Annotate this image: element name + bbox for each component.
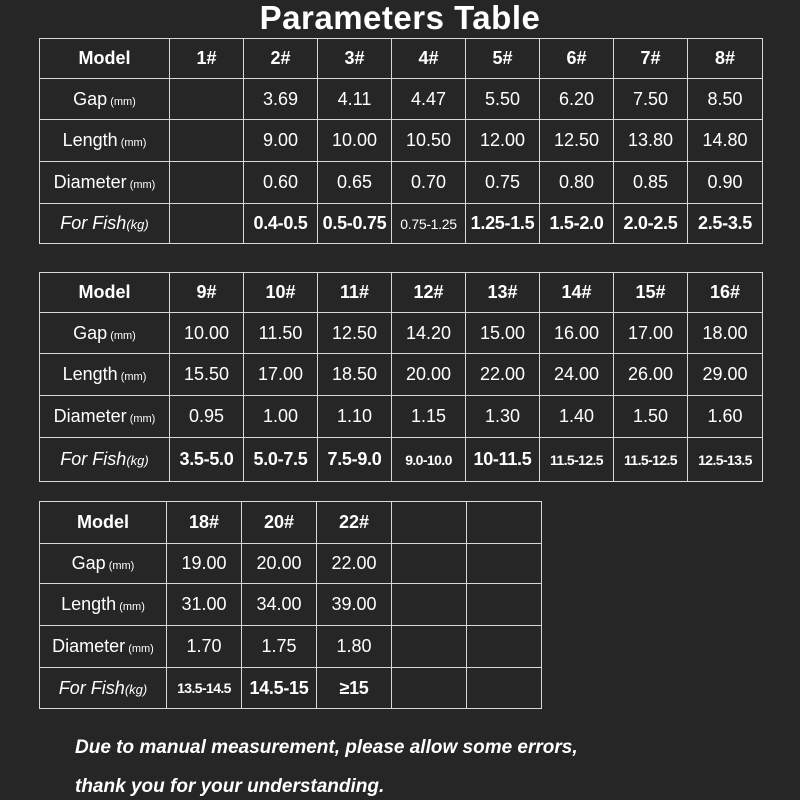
diameter-cell: 1.40	[540, 396, 614, 438]
for-fish-cell: 7.5-9.0	[318, 438, 392, 482]
length-header	[40, 120, 170, 162]
length-cell: 14.80	[688, 120, 763, 162]
diameter-cell: 1.60	[688, 396, 763, 438]
unit-kg: (kg)	[126, 217, 149, 232]
gap-row	[40, 544, 542, 584]
gap-cell: 4.11	[318, 79, 392, 120]
length-row	[40, 120, 763, 162]
page-title: Parameters Table	[259, 0, 541, 36]
length-cell: 31.00	[167, 584, 242, 626]
gap-cell-empty	[467, 544, 542, 584]
for-fish-row	[40, 204, 763, 244]
diameter-cell	[170, 162, 244, 204]
model-cell: 18#	[167, 502, 242, 544]
model-cell: 11#	[318, 273, 392, 313]
diameter-header	[40, 162, 170, 204]
diameter-cell: 0.80	[540, 162, 614, 204]
diameter-cell: 0.75	[466, 162, 540, 204]
unit-mm: (mm)	[110, 329, 136, 342]
for-fish-cell: 0.4-0.5	[244, 204, 318, 244]
unit-mm: (mm)	[128, 643, 154, 655]
gap-header	[40, 544, 167, 584]
for-fish-cell: ≥15	[317, 668, 392, 709]
length-label: Length	[62, 364, 118, 384]
model-cell: 7#	[614, 39, 688, 79]
diameter-row	[40, 162, 763, 204]
model-row	[40, 502, 542, 544]
gap-cell: 10.00	[170, 313, 244, 354]
for-fish-cell: 0.75-1.25	[392, 204, 466, 244]
for-fish-row	[40, 668, 542, 709]
gap-cell: 3.69	[244, 79, 318, 120]
for-fish-label: For Fish	[60, 213, 127, 233]
length-cell: 13.80	[614, 120, 688, 162]
note-line-2: thank you for your understanding.	[75, 776, 385, 797]
length-cell: 15.50	[170, 354, 244, 396]
model-cell: 10#	[244, 273, 318, 313]
gap-cell	[170, 79, 244, 120]
model-cell: 16#	[688, 273, 763, 313]
diameter-label: Diameter	[53, 406, 127, 426]
length-cell: 10.00	[318, 120, 392, 162]
diameter-cell: 1.50	[614, 396, 688, 438]
gap-label: Gap	[73, 322, 108, 343]
diameter-cell-empty	[392, 626, 467, 668]
for-fish-cell: 1.5-2.0	[540, 204, 614, 244]
gap-cell: 11.50	[244, 313, 318, 354]
model-cell: 6#	[540, 39, 614, 79]
model-header: Model	[40, 39, 170, 79]
for-fish-cell: 2.0-2.5	[614, 204, 688, 244]
gap-row	[40, 79, 763, 120]
diameter-cell: 1.70	[167, 626, 242, 668]
model-cell: 20#	[242, 502, 317, 544]
length-label: Length	[61, 594, 117, 614]
model-cell-empty	[392, 502, 467, 544]
model-row	[40, 273, 763, 313]
gap-header	[40, 313, 170, 354]
gap-cell: 14.20	[392, 313, 466, 354]
for-fish-cell: 11.5-12.5	[614, 438, 688, 482]
gap-cell: 15.00	[466, 313, 540, 354]
diameter-cell: 0.65	[318, 162, 392, 204]
model-header: Model	[40, 502, 167, 544]
diameter-header	[40, 396, 170, 438]
gap-cell: 12.50	[318, 313, 392, 354]
length-cell: 34.00	[242, 584, 317, 626]
diameter-cell: 1.15	[392, 396, 466, 438]
length-cell-empty	[467, 584, 542, 626]
model-cell: 4#	[392, 39, 466, 79]
length-cell: 17.00	[244, 354, 318, 396]
model-cell: 9#	[170, 273, 244, 313]
parameters-table-2	[39, 272, 763, 482]
for-fish-label: For Fish	[60, 449, 127, 469]
for-fish-cell: 0.5-0.75	[318, 204, 392, 244]
for-fish-cell: 11.5-12.5	[540, 438, 614, 482]
for-fish-header	[40, 668, 167, 709]
length-cell: 26.00	[614, 354, 688, 396]
parameters-table-1	[39, 38, 763, 244]
length-cell	[170, 120, 244, 162]
gap-cell: 18.00	[688, 313, 763, 354]
diameter-cell: 1.00	[244, 396, 318, 438]
for-fish-cell	[170, 204, 244, 244]
unit-mm: (mm)	[129, 179, 156, 191]
for-fish-cell: 3.5-5.0	[170, 438, 244, 482]
diameter-cell-empty	[467, 626, 542, 668]
gap-cell-empty	[392, 544, 467, 584]
diameter-cell: 1.80	[317, 626, 392, 668]
unit-mm: (mm)	[108, 560, 135, 572]
diameter-label: Diameter	[52, 636, 126, 656]
diameter-cell: 0.90	[688, 162, 763, 204]
model-header: Model	[40, 273, 170, 313]
model-cell: 22#	[317, 502, 392, 544]
length-cell: 39.00	[317, 584, 392, 626]
gap-row	[40, 313, 763, 354]
diameter-row	[40, 396, 763, 438]
length-cell: 12.50	[540, 120, 614, 162]
note-line-1: Due to manual measurement, please allow some errors,	[75, 737, 578, 758]
gap-cell: 17.00	[614, 313, 688, 354]
unit-kg: (kg)	[126, 453, 149, 468]
diameter-cell: 1.10	[318, 396, 392, 438]
model-cell: 8#	[688, 39, 763, 79]
length-cell: 9.00	[244, 120, 318, 162]
for-fish-cell: 10-11.5	[466, 438, 540, 482]
for-fish-cell: 1.25-1.5	[466, 204, 540, 244]
for-fish-cell: 2.5-3.5	[688, 204, 763, 244]
length-cell: 18.50	[318, 354, 392, 396]
diameter-header	[40, 626, 167, 668]
model-cell: 3#	[318, 39, 392, 79]
gap-label: Gap	[71, 553, 106, 573]
diameter-cell: 1.75	[242, 626, 317, 668]
for-fish-label: For Fish	[58, 677, 125, 698]
gap-cell: 6.20	[540, 79, 614, 120]
model-cell: 5#	[466, 39, 540, 79]
model-cell: 1#	[170, 39, 244, 79]
model-cell: 15#	[614, 273, 688, 313]
model-cell: 2#	[244, 39, 318, 79]
for-fish-cell: 14.5-15	[242, 668, 317, 709]
length-cell: 10.50	[392, 120, 466, 162]
for-fish-cell: 13.5-14.5	[167, 668, 242, 709]
unit-mm: (mm)	[120, 371, 147, 383]
length-row	[40, 584, 542, 626]
length-cell-empty	[392, 584, 467, 626]
for-fish-cell: 12.5-13.5	[688, 438, 763, 482]
model-cell: 13#	[466, 273, 540, 313]
for-fish-row	[40, 438, 763, 482]
for-fish-cell-empty	[392, 668, 467, 709]
gap-cell: 16.00	[540, 313, 614, 354]
length-cell: 20.00	[392, 354, 466, 396]
gap-header	[40, 79, 170, 120]
parameters-table-3	[39, 501, 542, 709]
diameter-row	[40, 626, 542, 668]
unit-mm: (mm)	[119, 601, 145, 613]
length-label: Length	[62, 130, 118, 150]
unit-mm: (mm)	[120, 137, 147, 149]
diameter-label: Diameter	[53, 172, 127, 192]
for-fish-header	[40, 438, 170, 482]
length-row	[40, 354, 763, 396]
gap-cell: 19.00	[167, 544, 242, 584]
model-cell-empty	[467, 502, 542, 544]
unit-kg: (kg)	[124, 681, 148, 697]
for-fish-cell: 5.0-7.5	[244, 438, 318, 482]
gap-cell: 7.50	[614, 79, 688, 120]
length-cell: 12.00	[466, 120, 540, 162]
unit-mm: (mm)	[110, 95, 136, 108]
gap-cell: 22.00	[317, 544, 392, 584]
for-fish-cell: 9.0-10.0	[392, 438, 466, 482]
model-cell: 14#	[540, 273, 614, 313]
length-header	[40, 584, 167, 626]
gap-label: Gap	[73, 88, 108, 109]
gap-cell: 5.50	[466, 79, 540, 120]
gap-cell: 4.47	[392, 79, 466, 120]
model-row	[40, 39, 763, 79]
model-cell: 12#	[392, 273, 466, 313]
for-fish-header	[40, 204, 170, 244]
diameter-cell: 1.30	[466, 396, 540, 438]
diameter-cell: 0.60	[244, 162, 318, 204]
for-fish-cell-empty	[467, 668, 542, 709]
gap-cell: 8.50	[688, 79, 763, 120]
length-header	[40, 354, 170, 396]
diameter-cell: 0.95	[170, 396, 244, 438]
unit-mm: (mm)	[129, 413, 156, 425]
length-cell: 22.00	[466, 354, 540, 396]
diameter-cell: 0.85	[614, 162, 688, 204]
gap-cell: 20.00	[242, 544, 317, 584]
length-cell: 29.00	[688, 354, 763, 396]
length-cell: 24.00	[540, 354, 614, 396]
diameter-cell: 0.70	[392, 162, 466, 204]
